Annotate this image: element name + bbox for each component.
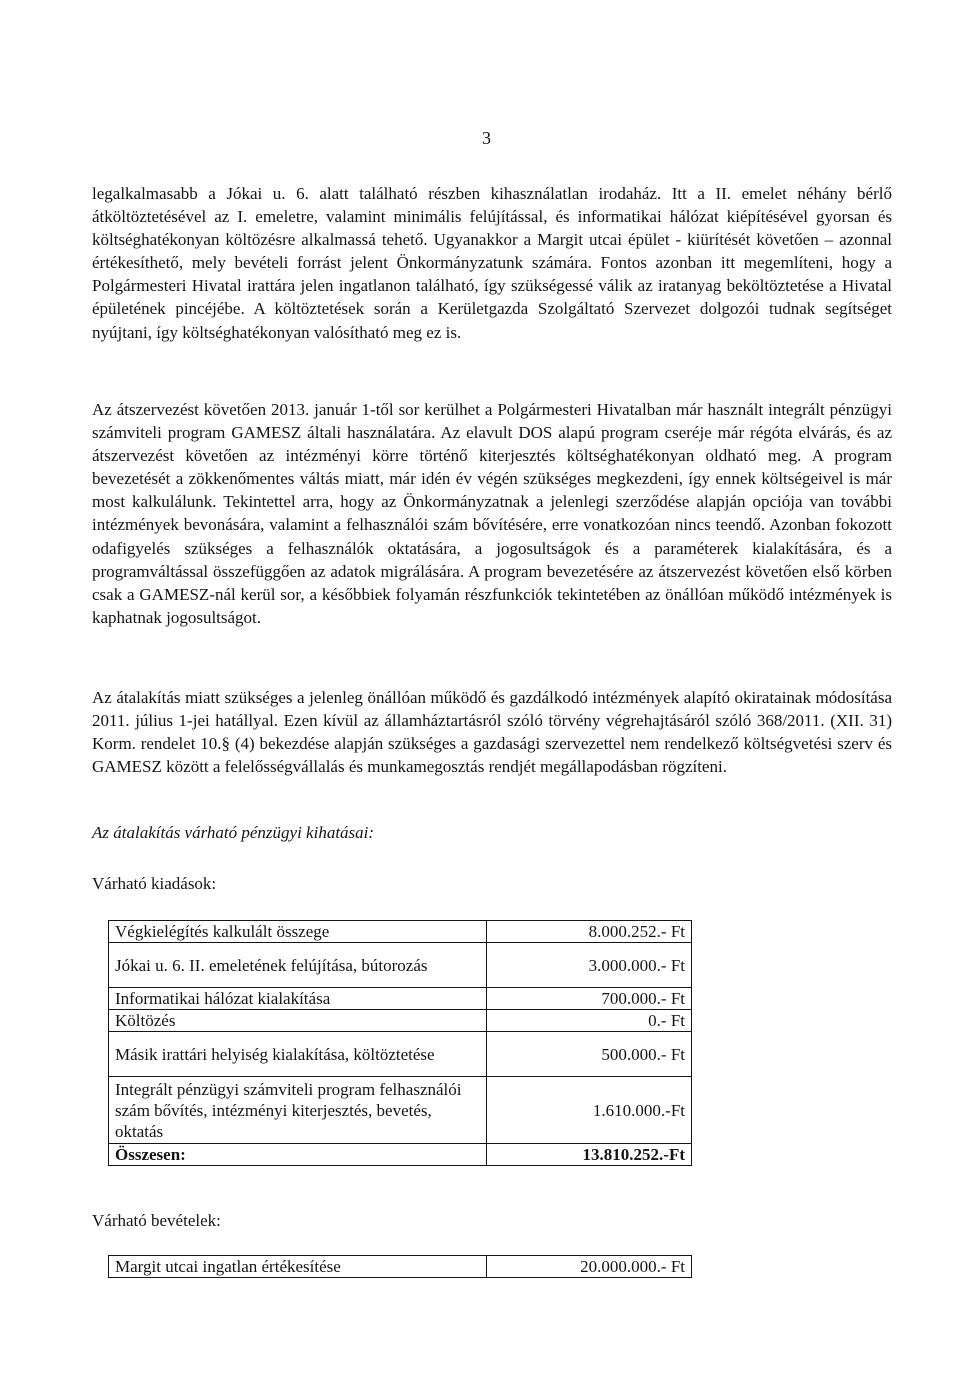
table-row	[109, 988, 692, 1010]
expense-amount: 3.000.000.- Ft	[487, 943, 692, 988]
total-row	[109, 1144, 692, 1166]
paragraph-founding-documents: Az átalakítás miatt szükséges a jelenleg önállóan működő és gazdálkodó intézmények alapító okiratainak módosítása 2011. július 1-jei hatállyal. Ezen kívül az államháztartásról szóló törvény végrehajtásáról szóló 368/2011. (XII. 31) Korm. rendelet 10.§ (4) bekezdése alapján szükséges a gazdasági szervezettel nem rendelkező költségvetési szerv és GAMESZ között a felelősségvállalás és munkamegosztás rendjét megállapodásban rögzíteni.	[92, 688, 892, 777]
table-row	[109, 1077, 692, 1144]
table-row	[109, 1256, 692, 1278]
income-desc: Margit utcai ingatlan értékesítése	[109, 1256, 487, 1278]
table-row	[109, 943, 692, 988]
table-row	[109, 1032, 692, 1077]
page-number: 3	[482, 128, 491, 148]
expense-amount: 1.610.000.-Ft	[487, 1077, 692, 1144]
expense-amount: 8.000.252.- Ft	[487, 921, 692, 943]
income-label: Várható bevételek:	[92, 1211, 221, 1230]
expense-amount: 0.- Ft	[487, 1010, 692, 1032]
paragraph-relocation: legalkalmasabb a Jókai u. 6. alatt található részben kihasználatlan irodaház. Itt a II. emelet néhány bérlő átköltöztetésével az I. emeletre, valamint minimális felújítással, és informatikai hálózat kiépítésével gyorsan és költséghatékonyan költözésre alkalmassá tehető. Ugyanakkor a Margit utcai épület - kiürítését követően – azonnal értékesíthető, mely bevételi forrást jelent Önkormányzatunk számára. Fontos azonban itt megemlíteni, hogy a Polgármesteri Hivatal irattára jelen ingatlanon található, így szükségessé válik az iratanyag beköltöztetése a Hivatal épületének pincéjébe. A költöztetések során a Kerületgazda Szolgáltató Szervezet dolgozói tudnak segítséget nyújtani, így költséghatékonyan valósítható meg ez is.	[92, 184, 892, 342]
expense-desc: Költözés	[109, 1010, 487, 1032]
expense-desc: Másik irattári helyiség kialakítása, költöztetése	[109, 1032, 487, 1077]
paragraph-accounting-program: Az átszervezést követően 2013. január 1-től sor kerülhet a Polgármesteri Hivatalban már használt integrált pénzügyi számviteli program GAMESZ általi használatára. Az elavult DOS alapú program cseréje már régóta elvárás, és az átszervezést követően az intézményi körre történő kiterjesztés költséghatékonyan oldható meg. A program bevezetését a zökkenőmentes váltás miatt, már idén év végén szükséges megkezdeni, így ennek költségeivel is már most kalkulálunk. Tekintettel arra, hogy az Önkormányzatnak a jelenlegi szerződése alapján opciója van további intézmények bevonására, valamint a felhasználói szám bővítésére, erre vonatkozóan nincs teendő. Azonban fokozott odafigyelés szükséges a felhasználók oktatására, a jogosultságok és a paraméterek kialakítására, és a programváltással összefüggően az adatok migrálására. A program bevezetésére az átszervezést követően első körben csak a GAMESZ-nál kerül sor, a későbbiek folyamán részfunkciók tekintetében az önállóan működő intézmények is kaphatnak jogosultságot.	[92, 400, 892, 627]
expense-desc: Informatikai hálózat kialakítása	[109, 988, 487, 1010]
expense-desc: Végkielégítés kalkulált összege	[109, 921, 487, 943]
expense-amount: 700.000.- Ft	[487, 988, 692, 1010]
financial-impact-heading: Az átalakítás várható pénzügyi kihatásai:	[92, 823, 375, 842]
total-label: Összesen:	[109, 1144, 487, 1166]
total-amount: 13.810.252.-Ft	[487, 1144, 692, 1166]
expenses-label: Várható kiadások:	[92, 874, 217, 893]
table-row	[109, 921, 692, 943]
income-amount: 20.000.000.- Ft	[487, 1256, 692, 1278]
expenses-table	[108, 920, 692, 1166]
expense-desc: Jókai u. 6. II. emeletének felújítása, bútorozás	[109, 943, 487, 988]
expense-amount: 500.000.- Ft	[487, 1032, 692, 1077]
income-table	[108, 1255, 692, 1278]
expense-desc: Integrált pénzügyi számviteli program felhasználói szám bővítés, intézményi kiterjesztés, bevetés, oktatás	[109, 1077, 487, 1144]
table-row	[109, 1010, 692, 1032]
